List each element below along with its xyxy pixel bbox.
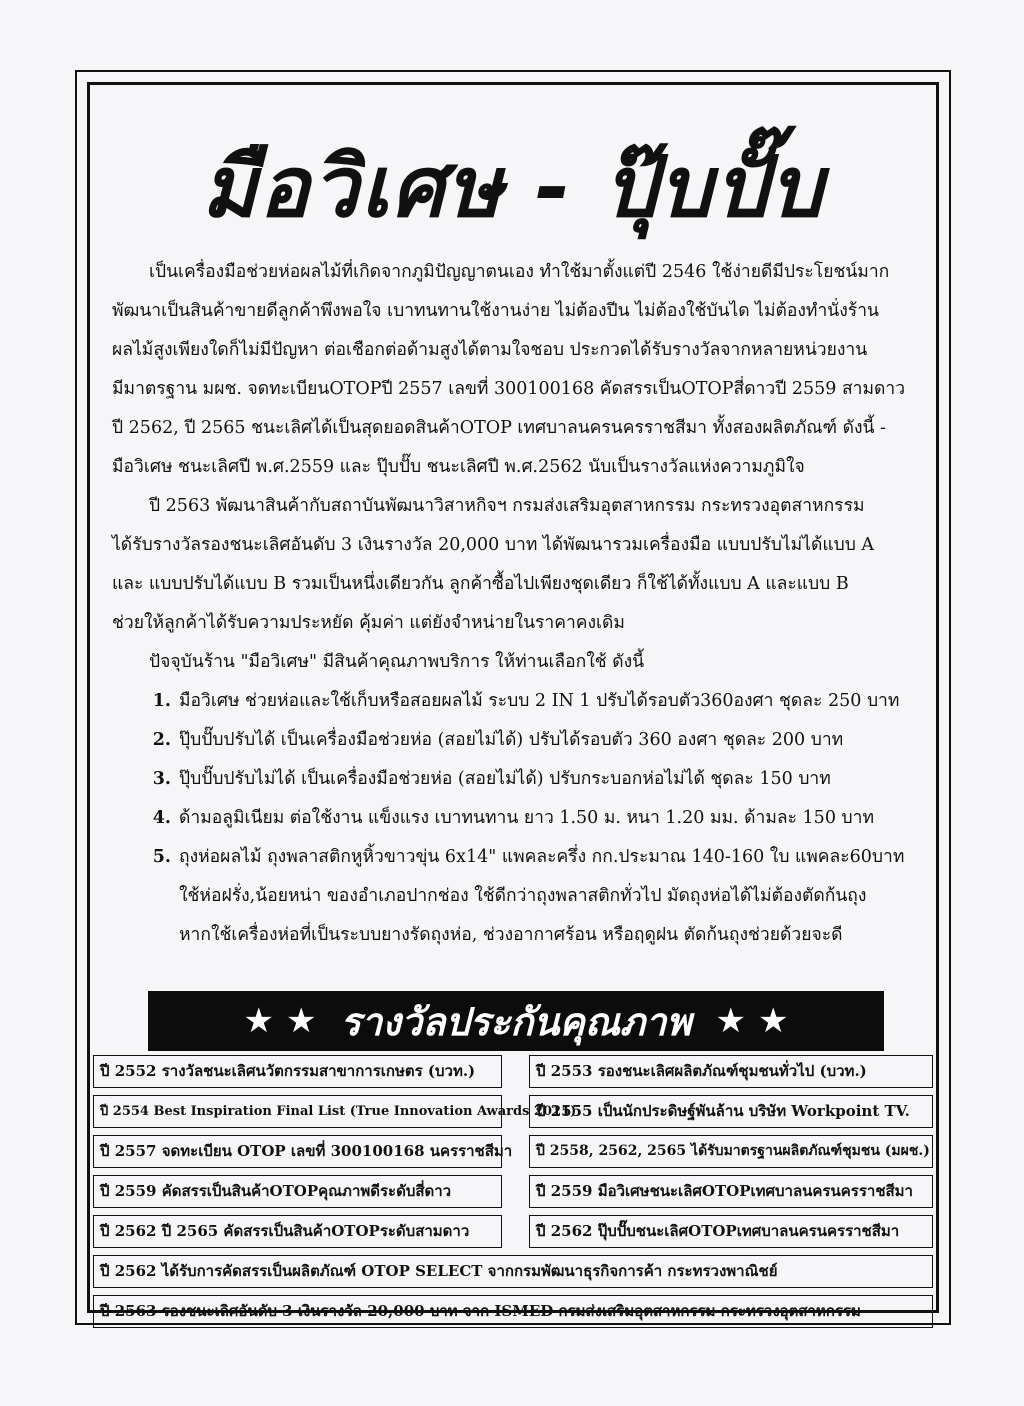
product-item <box>112 721 914 760</box>
award-cell-full: ปี 2563 รองชนะเลิศอันดับ 3 เงินรางวัล 20,000 บาท จาก ISMED กรมส่งเสริมอุตสาหกรรม กระทรวงอุตสาหกรรม <box>93 1295 933 1328</box>
quality-award-banner <box>148 991 884 1051</box>
award-cell: ปี 2557 จดทะเบียน OTOP เลขที่ 300100168 นครราชสีมา <box>93 1135 502 1168</box>
award-cell: ปี 2555 เป็นนักประดิษฐ์พันล้าน บริษัท Workpoint TV. <box>529 1095 933 1128</box>
awards-row <box>93 1135 933 1168</box>
product-number: 4. <box>152 808 171 828</box>
intro-line: มีมาตรฐาน มผช. จดทะเบียนOTOPปี 2557 เลขที่ 300100168 คัดสรรเป็นOTOPสี่ดาวปี 2559 สามดาว <box>112 379 906 399</box>
product-text: ปุ๊บปั๊บปรับได้ เป็นเครื่องมือช่วยห่อ (สอยไม่ได้) ปรับได้รอบตัว 360 องศา ชุดละ 200 บาท <box>179 730 844 750</box>
awards-row <box>93 1175 933 1208</box>
intro-line: เป็นเครื่องมือช่วยห่อผลไม้ที่เกิดจากภูมิปัญญาตนเอง ทำใช้มาตั้งแต่ปี 2546 ใช้ง่ายดีมีประโยชน์มาก <box>149 262 890 282</box>
product-item <box>112 682 914 721</box>
product-number: 2. <box>152 730 171 750</box>
award-cell-full: ปี 2562 ได้รับการคัดสรรเป็นผลิตภัณฑ์ OTOP SELECT จากกรมพัฒนาธุรกิจการค้า กระทรวงพาณิชย์ <box>93 1255 933 1288</box>
product-number: 3. <box>152 769 171 789</box>
para2-line: ปี 2563 พัฒนาสินค้ากับสถาบันพัฒนาวิสาหกิจฯ กรมส่งเสริมอุตสาหกรรม กระทรวงอุตสาหกรรม <box>149 496 865 516</box>
awards-row <box>93 1055 933 1088</box>
intro-line: มือวิเศษ ชนะเลิศปี พ.ศ.2559 และ ปุ๊บปั๊บ ชนะเลิศปี พ.ศ.2562 นับเป็นรางวัลแห่งความภูมิใจ <box>112 457 805 477</box>
award-cell: ปี 2559 คัดสรรเป็นสินค้าOTOPคุณภาพดีระดับสี่ดาว <box>93 1175 502 1208</box>
body-text <box>112 253 914 955</box>
para2-line: ช่วยให้ลูกค้าได้รับความประหยัด คุ้มค่า แต่ยังจำหน่ายในราคาคงเดิม <box>112 613 625 633</box>
star-icon: ★ <box>715 1001 746 1041</box>
intro-line: พัฒนาเป็นสินค้าขายดีลูกค้าพึงพอใจ เบาทนทานใช้งานง่าย ไม่ต้องปีน ไม่ต้องใช้บันได ไม่ต้องทำนั่งร้าน <box>112 301 879 321</box>
intro-line: ปี 2562, ปี 2565 ชนะเลิศได้เป็นสุดยอดสินค้าOTOP เทศบาลนครนครราชสีมา ทั้งสองผลิตภัณฑ์ ดังนี้ - <box>112 418 886 438</box>
star-icon: ★ <box>243 1001 275 1041</box>
product-text: มือวิเศษ ช่วยห่อและใช้เก็บหรือสอยผลไม้ ระบบ 2 IN 1 ปรับได้รอบตัว360องศา ชุดละ 250 บาท <box>179 691 900 711</box>
intro-line: ผลไม้สูงเพียงใดก็ไม่มีปัญหา ต่อเชือกต่อด้ามสูงได้ตามใจชอบ ประกวดได้รับรางวัลจากหลายหน่วยงาน <box>112 340 868 360</box>
banner-title: รางวัลประกันคุณภาพ <box>340 999 692 1044</box>
product-5-continuation: ใช้ห่อฝรั่ง,น้อยหน่า ของอำเภอปากช่อง ใช้ดีกว่าถุงพลาสติกทั่วไป มัดถุงห่อได้ไม่ต้องตัดก้นถุง <box>179 886 867 906</box>
award-cell: ปี 2562 ปี 2565 คัดสรรเป็นสินค้าOTOPระดับสามดาว <box>93 1215 502 1248</box>
award-cell: ปี 2554 Best Inspiration Final List (True Innovation Awards 2011) <box>93 1095 502 1128</box>
award-cell: ปี 2562 ปุ๊บปั๊บชนะเลิศOTOPเทศบาลนครนครราชสีมา <box>529 1215 933 1248</box>
shop-line: ปัจจุบันร้าน "มือวิเศษ" มีสินค้าคุณภาพบริการ ให้ท่านเลือกใช้ ดังนี้ <box>149 652 645 672</box>
awards-row <box>93 1215 933 1248</box>
product-text: ถุงห่อผลไม้ ถุงพลาสติกหูหิ้วขาวขุ่น 6x14" แพคละครึ่ง กก.ประมาณ 140-160 ใบ แพคละ60บาท <box>179 847 905 867</box>
product-number: 1. <box>152 691 171 711</box>
product-5-continuation: หากใช้เครื่องห่อที่เป็นระบบยางรัดถุงห่อ, ช่วงอากาศร้อน หรือฤดูฝน ตัดก้นถุงช่วยด้วยจะดี <box>179 925 843 945</box>
award-cell: ปี 2553 รองชนะเลิศผลิตภัณฑ์ชุมชนทั่วไป (บวท.) <box>529 1055 933 1088</box>
award-cell: ปี 2558, 2562, 2565 ได้รับมาตรฐานผลิตภัณฑ์ชุมชน (มผช.) <box>529 1135 933 1168</box>
star-icon: ★ <box>286 1001 317 1041</box>
star-icon: ★ <box>757 1001 789 1041</box>
para2-line: ได้รับรางวัลรองชนะเลิศอันดับ 3 เงินรางวัล 20,000 บาท ได้พัฒนารวมเครื่องมือ แบบปรับไม่ได้แบบ A <box>112 535 875 555</box>
product-item <box>112 838 914 877</box>
page-title: มือวิเศษ - ปุ๊บปั๊บ <box>201 138 825 236</box>
award-cell: ปี 2552 รางวัลชนะเลิศนวัตกรรมสาขาการเกษตร (บวท.) <box>93 1055 502 1088</box>
product-item <box>112 799 914 838</box>
product-text: ปุ๊บปั๊บปรับไม่ได้ เป็นเครื่องมือช่วยห่อ (สอยไม่ได้) ปรับกระบอกห่อไม่ได้ ชุดละ 150 บาท <box>179 769 831 789</box>
product-item <box>112 760 914 799</box>
award-cell: ปี 2559 มือวิเศษชนะเลิศOTOPเทศบาลนครนครราชสีมา <box>529 1175 933 1208</box>
para2-line: และ แบบปรับได้แบบ B รวมเป็นหนึ่งเดียวกัน ลูกค้าซื้อไปเพียงชุดเดียว ก็ใช้ได้ทั้งแบบ A และแบบ B <box>112 574 849 594</box>
document-frame <box>87 82 939 1320</box>
awards-row <box>93 1095 933 1128</box>
product-number: 5. <box>152 847 171 867</box>
product-text: ด้ามอลูมิเนียม ต่อใช้งาน แข็งแรง เบาทนทาน ยาว 1.50 ม. หนา 1.20 มม. ด้ามละ 150 บาท <box>179 808 874 828</box>
awards-table <box>93 1055 933 1335</box>
